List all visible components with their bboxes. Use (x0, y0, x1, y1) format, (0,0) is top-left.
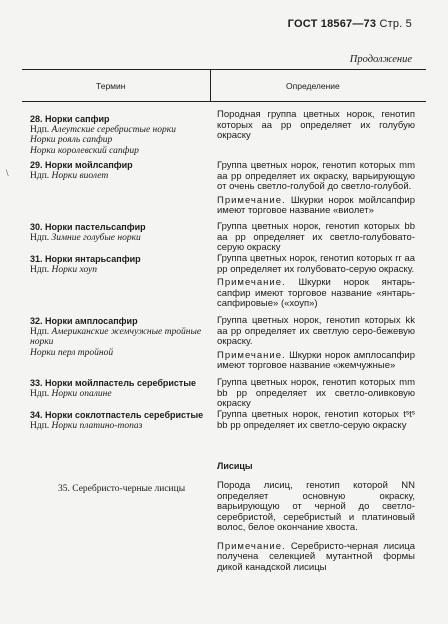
page-number: Стр. 5 (379, 18, 412, 30)
term-34 (30, 410, 208, 431)
synonym-line: Ндп. Алеутские серебристые норки (30, 124, 176, 135)
column-divider (210, 69, 211, 102)
standard-number: ГОСТ 18567—73 (287, 18, 377, 30)
definition-32 (217, 316, 415, 372)
definition-text: Группа цветных норок, генотип которых mm aa pp определяет их окраску, варьирующую от очень светло-голубой до светло-голубой. (217, 160, 415, 192)
synonym-line: Ндп. Зимние голубые норки (30, 232, 141, 243)
definition-text: Группа цветных норок, генотип которых kk aa pp определяет их светлую серо-бежевую окраску. (217, 315, 415, 347)
synonym-line: Ндп. Норки платино-топаз (30, 420, 143, 431)
definition-31 (217, 254, 415, 310)
term-29 (30, 160, 208, 181)
synonym-line: Ндп. Норки виолет (30, 170, 109, 181)
continuation-label: Продолжение (349, 54, 412, 65)
section-title: Лисицы (217, 461, 253, 471)
term-32 (30, 316, 208, 358)
definition-28: Породная группа цветных норок, генотип которых aa pp определяет их голубую окраску (217, 109, 415, 141)
term-30 (30, 222, 208, 243)
definition-text: Порода лисиц, генотип которой NN определяет основную окраску, варьирующую от черной до светло-серебристой, серебристый и платиновый волос, белое окончание хвоста. (217, 480, 415, 533)
definition-33: Группа цветных норок, генотип которых mm bb pp определяет их светло-оливковую окраску (217, 377, 415, 409)
synonym-line: Ндп. Норки опалине (30, 388, 112, 399)
definition-text: Группа цветных норок, генотип которых rr aa pp определяет их голубовато-серую окраску. (217, 253, 415, 275)
synonym-line: Ндп. Американские жемчужные тройные норки (30, 326, 202, 347)
synonym-line: Ндп. Норки хоуп (30, 264, 97, 275)
note: Примечание. Шкурки норок амплосапфир имеют торговое название «жемчужные» (217, 349, 415, 371)
page-header (288, 18, 412, 30)
term-28 (30, 114, 208, 156)
definition-30: Группа цветных норок, генотип которых bb aa pp определяет их светло-голубовато-серую окраску (217, 221, 415, 253)
note: Примечание. Серебристо-черная лисица получена селекцией мутантной формы дикой канадской лисицы (217, 540, 415, 573)
synonym-line: Норки рояль сапфир (30, 135, 113, 145)
term-title: 29. Норки мойлсапфир (30, 160, 133, 170)
term-31 (30, 254, 208, 275)
table-header-rule (22, 101, 426, 102)
margin-mark: \ (6, 168, 9, 178)
term-title: 28. Норки сапфир (30, 114, 110, 124)
definition-29 (217, 161, 415, 217)
table-top-rule (22, 69, 426, 70)
column-header-definition: Определение (286, 81, 340, 91)
term-title: 31. Норки янтарьсапфир (30, 254, 141, 264)
note: Примечание. Шкурки норок янтарь-сапфир имеют торговое название «янтарь-сапфировые» («хоуп») (217, 277, 415, 309)
term-title: 33. Норки мойлпастель серебристые (30, 378, 197, 388)
synonym-line: Норки перл тройной (30, 347, 114, 358)
definition-34: Группа цветных норок, генотип которых tˢtˢ bb pp определяет их светло-серую окраску (217, 409, 415, 431)
note: Примечание. Шкурки норок мойлсапфир имеют торговое название «виолет» (217, 194, 416, 216)
term-title: 32. Норки амплосапфир (30, 316, 138, 326)
synonym-line: Норки королевский сапфир (30, 145, 139, 156)
term-title: 30. Норки пастельсапфир (30, 222, 146, 232)
term-title: 34. Норки соклотпастель серебристые (30, 410, 204, 420)
definition-35 (217, 481, 415, 573)
column-header-term: Термин (96, 81, 126, 91)
term-35 (58, 484, 208, 495)
term-title: 35. Серебристо-черные лисицы (58, 484, 186, 494)
term-33 (30, 378, 208, 399)
